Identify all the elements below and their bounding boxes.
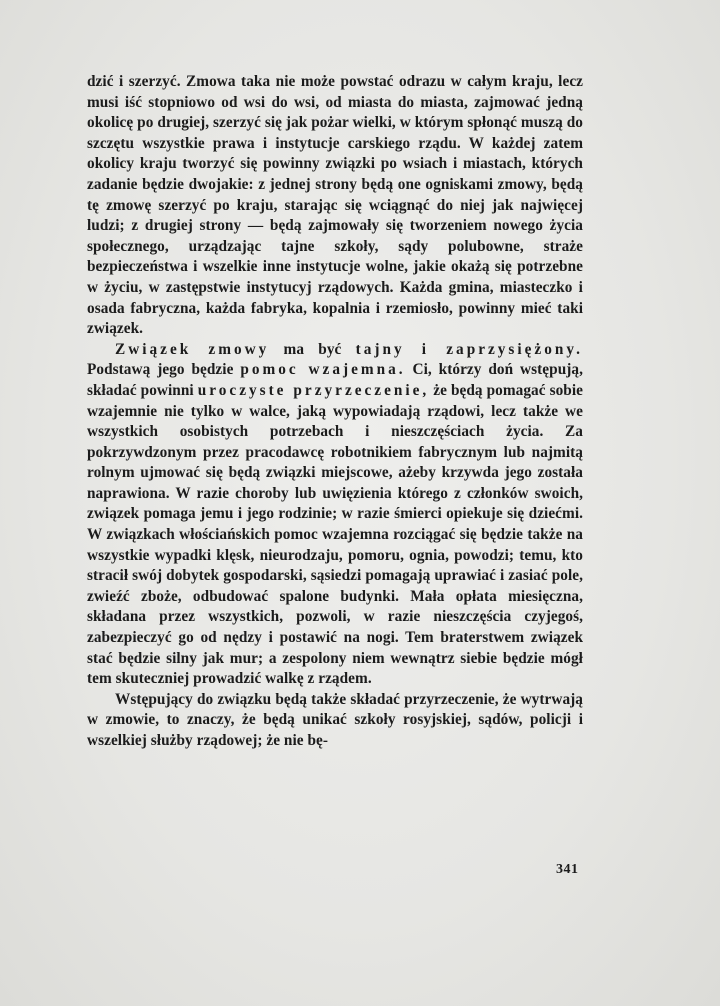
- paragraph: [87, 340, 583, 690]
- emphasized-text: tajny i zaprzysiężony.: [355, 340, 583, 358]
- paragraph: [87, 72, 583, 340]
- emphasized-text: uroczyste przyrzeczenie,: [197, 381, 430, 399]
- paragraph-text: Podstawą jego będzie: [87, 361, 241, 379]
- paragraph-text: Ci, którzy doń wstępują, składać powinni: [87, 361, 583, 399]
- emphasized-text: pomoc wzajemna.: [240, 361, 406, 379]
- paragraph-text: że będą pomagać sobie wzajemnie nie tylko w walce, jaką wypowiadają rządowi, lecz także we wszystkich osobistych potrzebach i nieszczęściach życia. Za pokrzywdzonym przez pracodawcę robotnikiem fabrycznym lub najmitą rolnym ujmować się będą związki miejscowe, ażeby krzywda jego została naprawiona. W razie choroby lub uwięzienia którego z członków swoich, związek pomaga jemu i jego rodzinie; w razie śmierci opiekuje się dziećmi. W związkach włościańskich pomoc wzajemna rozciągać się będzie także na wszystkie wypadki klęsk, nieurodzaju, pomoru, ognia, powodzi; temu, kto stracił swój dobytek gospodarski, sąsiedzi pomagają uprawiać i zasiać pole, zwieźć zboże, odbudować spalone budynki. Mała opłata miesięczna, składana przez wszystkich, pozwoli, w razie nieszczęścia czyjegoś, zabezpieczyć go od nędzy i postawić na nogi. Tem braterstwem związek stać będzie silny jak mur; a zespolony niem wewnątrz siebie będzie mógł tem skuteczniej prowadzić walkę z rządem.: [87, 381, 583, 688]
- paragraph-text: dzić i szerzyć. Zmowa taka nie może powstać odrazu w całym kraju, lecz musi iść stopniowo od wsi do wsi, od miasta do miasta, zajmować jedną okolicę po drugiej, szerzyć się jak pożar wielki, w którym spłonąć muszą do szczętu wszystkie prawa i instytucje carskiego rządu. W każdej zatem okolicy kraju tworzyć się powinny związki po wsiach i miastach, których zadanie będzie dwojakie: z jednej strony będą one ogniskami zmowy, będą tę zmowę szerzyć po kraju, starając się wciągnąć do niej jak najwięcej ludzi; z drugiej strony — będą zajmowały się tworzeniem nowego życia społecznego, urządzając tajne szkoły, sądy polubowne, straże bezpieczeństwa i wszelkie inne instytucje wolne, jakie okażą się potrzebne w życiu, w zastępstwie instytucyj rządowych. Każda gmina, miasteczko i osada fabryczna, każda fabryka, kopalnia i rzemiosło, powinny mieć taki związek.: [87, 73, 583, 338]
- paragraph-text: ma być: [269, 340, 356, 358]
- emphasized-text: Związek zmowy: [115, 340, 270, 358]
- paragraph: [87, 690, 583, 752]
- paragraph-text: Wstępujący do związku będą także składać przyrzeczenie, że wytrwają w zmowie, to znaczy, że będą unikać szkoły rosyjskiej, sądów, policji i wszelkiej służby rządowej; że nie bę-: [87, 690, 583, 749]
- body-text: [87, 72, 583, 752]
- page-number: 341: [556, 862, 579, 877]
